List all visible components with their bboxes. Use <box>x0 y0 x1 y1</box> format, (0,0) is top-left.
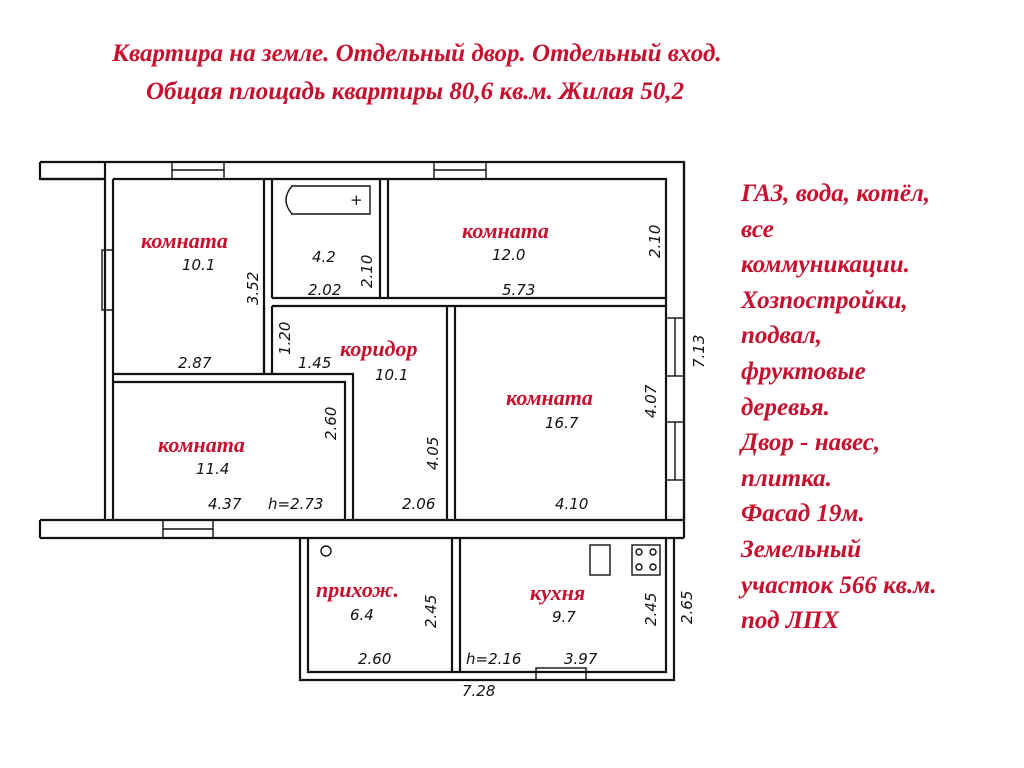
room-label: комната <box>141 228 228 253</box>
dimension: 1.20 <box>276 321 294 355</box>
dimension: 2.60 <box>322 406 340 440</box>
note-line: участок 566 кв.м. <box>741 571 937 599</box>
note-line: фруктовые <box>741 357 866 385</box>
dimension: 2.87 <box>178 354 212 372</box>
dimension: 2.06 <box>402 495 436 513</box>
room-label: кухня <box>530 580 586 605</box>
dimension: 4.07 <box>642 384 660 418</box>
dimension: 2.60 <box>358 650 392 668</box>
note-line: Фасад 19м. <box>741 500 865 528</box>
room-label: прихож. <box>316 577 399 602</box>
dimension: 7.13 <box>690 334 708 368</box>
dimension: 2.10 <box>358 254 376 288</box>
note-line: деревья. <box>741 393 830 421</box>
dimension: 1.45 <box>298 354 332 372</box>
room-area: 10.1 <box>182 256 216 274</box>
dimension: h=2.16 <box>466 650 522 668</box>
room-area: 9.7 <box>552 608 576 626</box>
note-line: Земельный <box>741 535 862 563</box>
room-area: 16.7 <box>545 414 579 432</box>
sink-icon <box>590 545 610 575</box>
dimension: 4.37 <box>208 495 242 513</box>
dimension: 4.10 <box>555 495 589 513</box>
dimension: 4.05 <box>424 436 442 470</box>
dimension: 2.02 <box>308 281 342 299</box>
room-area: 6.4 <box>350 606 374 624</box>
note-line: Двор - навес, <box>741 429 881 457</box>
room-label: комната <box>462 218 549 243</box>
dimension: h=2.73 <box>268 495 324 513</box>
boiler-icon <box>321 546 331 556</box>
room-label: комната <box>506 385 593 410</box>
note-line: коммуникации. <box>741 251 910 279</box>
header-line-1: Квартира на земле. Отдельный двор. Отдельный вход. <box>112 40 722 67</box>
stove-icon <box>632 545 660 575</box>
note-line: плитка. <box>741 464 832 492</box>
bathtub <box>286 186 370 214</box>
dimension: 2.65 <box>678 590 696 624</box>
dimension: 7.28 <box>462 682 496 700</box>
room-label: коридор <box>340 336 418 361</box>
note-line: подвал, <box>741 322 823 350</box>
note-line: ГАЗ, вода, котёл, <box>741 180 931 207</box>
note-line: под ЛПХ <box>741 607 839 635</box>
room-label: комната <box>158 432 245 457</box>
room-area: 12.0 <box>492 246 526 264</box>
room-area: 11.4 <box>196 460 230 478</box>
note-line: Хозпостройки, <box>741 286 908 314</box>
dimension: 5.73 <box>502 281 536 299</box>
dimension: 3.52 <box>244 271 262 305</box>
svg-text:+: + <box>350 191 363 209</box>
room-area: 10.1 <box>375 366 409 384</box>
room-area: 4.2 <box>312 248 336 266</box>
dimension: 2.45 <box>642 592 660 626</box>
dimension: 2.10 <box>646 224 664 258</box>
dimension: 3.97 <box>564 650 598 668</box>
header-line-2: Общая площадь квартиры 80,6 кв.м. Жилая 50,2 <box>146 78 685 105</box>
dimension: 2.45 <box>422 594 440 628</box>
note-line: все <box>741 215 774 243</box>
